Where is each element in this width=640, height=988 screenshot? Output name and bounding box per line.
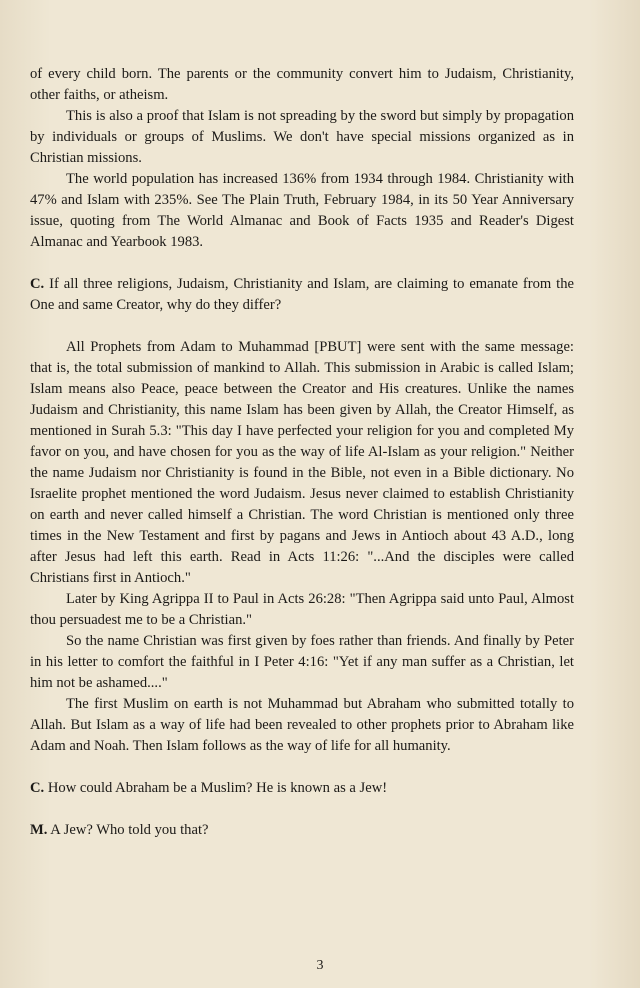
- speaker-label: C.: [30, 780, 45, 796]
- question-text: How could Abraham be a Muslim? He is known as a Jew!: [47, 780, 388, 796]
- speaker-label: M.: [30, 822, 48, 838]
- paragraph-3: The world population has increased 136% from 1934 through 1984. Christianity with 47% and Islam with 235%. See The Plain Truth, February 1984, in its 50 Year Anniversary issue, quoting from The World Almanac and Book of Facts 1935 and Reader's Digest Almanac and Yearbook 1983.: [30, 171, 574, 250]
- page-number: 3: [316, 958, 324, 973]
- answer-paragraph-2: Later by King Agrippa II to Paul in Acts 26:28: "Then Agrippa said unto Paul, Almost thou persuadest me to be a Christian.": [30, 591, 574, 628]
- answer-paragraph-4: The first Muslim on earth is not Muhammad but Abraham who submitted totally to Allah. But Islam as a way of life had been revealed to other prophets prior to Abraham like Adam and Noah. Then Islam follows as the way of life for all humanity.: [30, 696, 574, 754]
- answer-paragraph-1: All Prophets from Adam to Muhammad [PBUT] were sent with the same message: that is, the total submission of mankind to Allah. This submission in Arabic is called Islam; Islam means also Peace, peace between the Creator and His creatures. Unlike the names Judaism and Christianity, this name Islam has been given by Allah, the Creator Himself, as mentioned in Surah 5.3: "This day I have perfected your religion for you and completed My favor on you, and have chosen for you as the way of life Al-Islam as your religion." Neither the name Judaism nor Christianity is found in the Bible, not even in a Bible dictionary. No Israelite prophet mentioned the word Judaism. Jesus never claimed to establish Christianity on earth and never called himself a Christian. The word Christian is mentioned only three times in the New Testament and first by pagans and Jews in Antioch about 43 A.D., long after Jesus had left this earth. Read in Acts 11:26: "...And the disciples were called Christians first in Antioch.": [30, 339, 574, 586]
- question-text: A Jew? Who told you that?: [50, 822, 209, 838]
- question-text: If all three religions, Judaism, Christianity and Islam, are claiming to emanate from the One and same Creator, why do they differ?: [30, 276, 574, 313]
- page-body: [30, 64, 574, 841]
- question-1: [30, 274, 574, 316]
- question-3: [30, 820, 574, 841]
- speaker-label: C.: [30, 276, 45, 292]
- paragraph-1: of every child born. The parents or the community convert him to Judaism, Christianity, other faiths, or atheism.: [30, 66, 574, 103]
- question-2: [30, 778, 574, 799]
- paragraph-2: This is also a proof that Islam is not spreading by the sword but simply by propagation by individuals or groups of Muslims. We don't have special missions organized as in Christian missions.: [30, 108, 574, 166]
- answer-paragraph-3: So the name Christian was first given by foes rather than friends. And finally by Peter in his letter to comfort the faithful in I Peter 4:16: "Yet if any man suffer as a Christian, let him not be ashamed....": [30, 633, 574, 691]
